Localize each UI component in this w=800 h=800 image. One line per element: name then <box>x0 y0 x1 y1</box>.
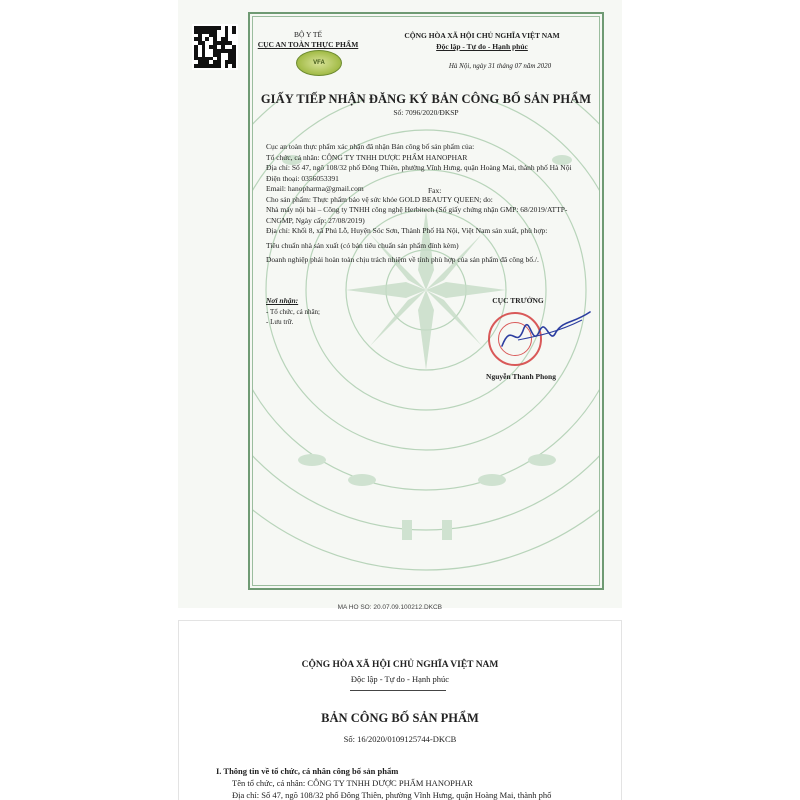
declaration-country: CỘNG HÒA XÃ HỘI CHỦ NGHĨA VIỆT NAM <box>301 660 499 670</box>
declaration-org-line: Tên tổ chức, cá nhân: CÔNG TY TNHH DƯỢC PHẨM HANOPHAR <box>232 778 473 788</box>
issuer-header <box>256 30 360 50</box>
vfa-logo <box>296 50 342 76</box>
certificate-title: GIẤY TIẾP NHẬN ĐĂNG KÝ BẢN CÔNG BỐ SẢN PHẨM <box>260 92 592 106</box>
certificate-body <box>266 142 588 266</box>
phone-line: Điện thoại: 0356053391 <box>266 173 339 183</box>
product-line: Cho sản phẩm: Thực phẩm bảo vệ sức khỏe GOLD BEAUTY QUEEN; do: <box>266 194 493 204</box>
address-line: Địa chỉ: Số 47, ngõ 108/32 phố Đông Thiên, phường Vĩnh Hưng, quận Hoàng Mai, thành phố Hà Nội <box>266 163 572 172</box>
certificate-number: Số: 7096/2020/ĐKSP <box>393 108 459 117</box>
issue-date: Hà Nội, ngày 31 tháng 07 năm 2020 <box>448 62 552 70</box>
file-code: MA HO SO: 20.07.09.100212.DKCB <box>337 604 442 611</box>
declaration-title: BẢN CÔNG BỐ SẢN PHẨM <box>321 711 479 725</box>
section-heading: I. Thông tin về tổ chức, cá nhân công bố sản phẩm <box>216 766 399 776</box>
country-name: CỘNG HÒA XÃ HỘI CHỦ NGHĨA VIỆT NAM <box>404 31 560 40</box>
signature-title: CỤC TRƯỞNG <box>492 296 544 305</box>
signer-name: Nguyễn Thanh Phong <box>486 372 556 381</box>
email-line: Email: hanopharma@gmail.com <box>266 184 364 193</box>
national-header <box>374 30 590 52</box>
handwritten-signature <box>498 306 594 366</box>
standard-line: Tiêu chuẩn nhà sản xuất (có bản tiêu chuẩn sản phẩm đính kèm) <box>266 240 459 250</box>
department-name: CỤC AN TOÀN THỰC PHẨM <box>257 40 359 49</box>
recipient-item: - Lưu trữ. <box>266 318 294 326</box>
intro-line: Cục an toàn thực phẩm xác nhận đã nhận Bản công bố sản phẩm của: <box>266 142 475 151</box>
recipient-item: - Tổ chức, cá nhân; <box>266 308 321 316</box>
qr-code <box>192 24 238 70</box>
national-motto: Độc lập - Tự do - Hạnh phúc <box>436 42 528 51</box>
factory-line: Nhà máy nội bài – Công ty TNHH công nghệ Herbitech (Số giấy chứng nhận GMP: 68/2019/ATTP-CNGMP, Ngày cấp: 27/08/2019) <box>266 205 568 225</box>
responsibility-line: Doanh nghiệp phải hoàn toàn chịu trách nhiệm về tính phù hợp của sản phẩm đã công bố./. <box>266 255 539 264</box>
declaration-address-line: Địa chỉ: Số 47, ngõ 108/32 phố Đông Thiên, phường Vĩnh Hưng, quận Hoàng Mai, thành phố <box>232 790 552 800</box>
divider <box>350 690 446 691</box>
logo-text: VFA <box>313 60 325 66</box>
ministry-name: BỘ Y TẾ <box>293 30 323 39</box>
recipients-list <box>266 307 320 327</box>
declaration-motto: Độc lập - Tự do - Hạnh phúc <box>350 674 450 684</box>
fax-line: Fax: <box>428 186 442 195</box>
recipients-title: Nơi nhận: <box>266 296 299 305</box>
factory-address-line: Địa chỉ: Khối 8, xã Phú Lỗ, Huyện Sóc Sơn, Thành Phố Hà Nội, Việt Nam sản xuất, phù hợp: <box>266 226 548 235</box>
organization-line: Tổ chức, cá nhân: CÔNG TY TNHH DƯỢC PHẨM HANOPHAR <box>266 152 468 162</box>
declaration-number: Số: 16/2020/0109125744-DKCB <box>343 734 457 744</box>
